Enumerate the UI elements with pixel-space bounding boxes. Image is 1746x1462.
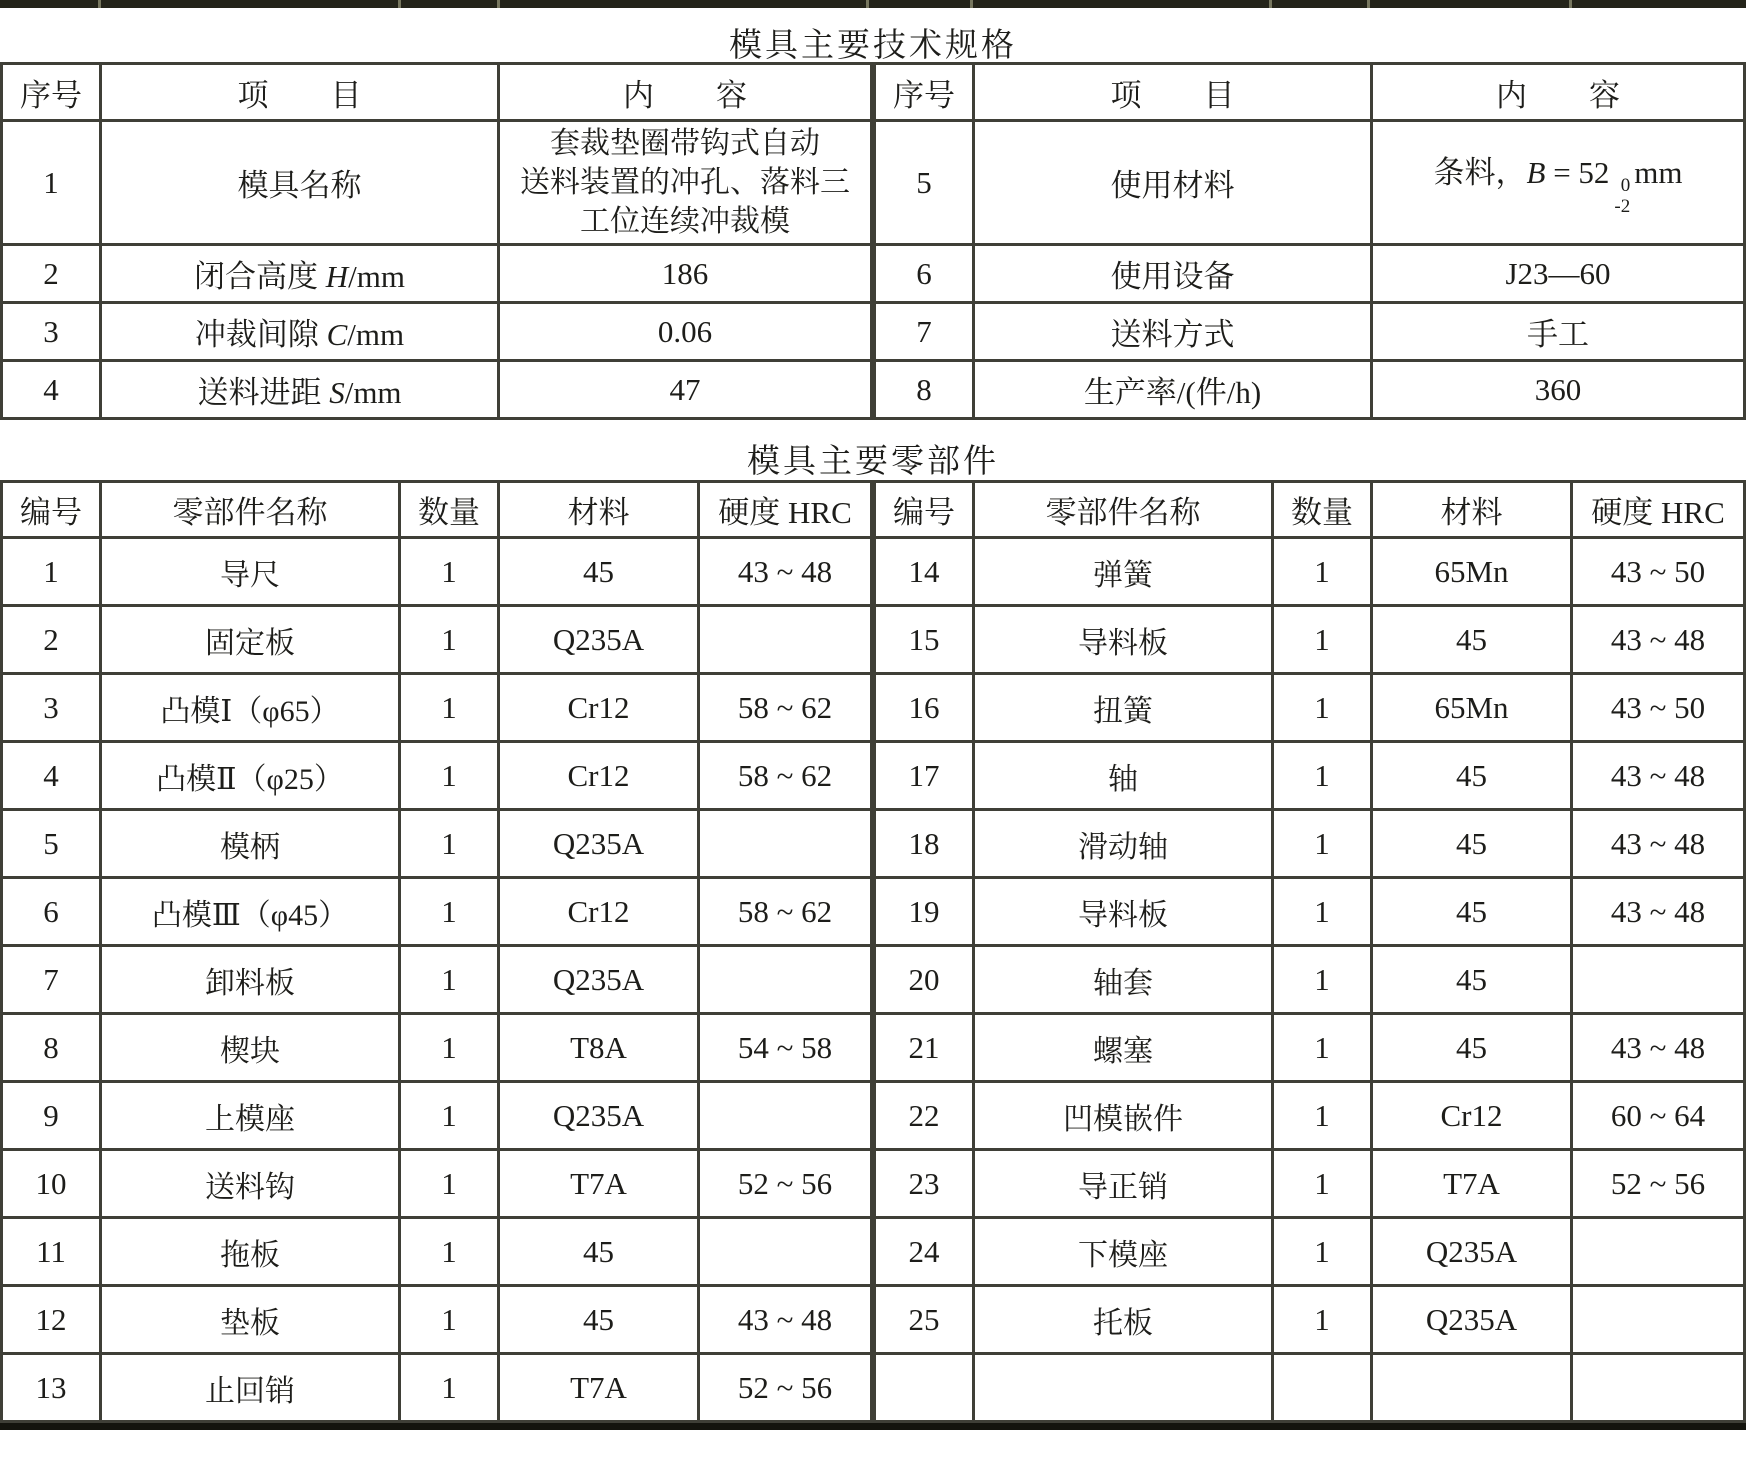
cell-no: 1	[2, 121, 101, 245]
header-material: 材料	[499, 482, 699, 538]
cell-material: Q235A	[499, 606, 699, 674]
table-row	[2, 245, 872, 303]
table-row	[2, 1082, 872, 1150]
spec-table-left	[0, 62, 873, 420]
cell-hardness: 43 ~ 48	[1572, 606, 1745, 674]
cell-hardness: 52 ~ 56	[1572, 1150, 1745, 1218]
table-row	[2, 674, 872, 742]
cell-material: Cr12	[499, 878, 699, 946]
cell-content: 0.06	[499, 303, 872, 361]
cell-no: 8	[875, 361, 974, 419]
cell-content	[1372, 121, 1745, 245]
mold-name-line: 套裁垫圈带钩式自动	[550, 127, 820, 160]
table-row	[2, 361, 872, 419]
item-text: 冲裁间隙	[194, 317, 327, 352]
cell-name: 导料板	[974, 606, 1273, 674]
cell-no: 3	[2, 303, 101, 361]
parts-left-body	[2, 538, 872, 1422]
table-header-row	[875, 64, 1745, 121]
cell-content: 47	[499, 361, 872, 419]
cell-name: 轴套	[974, 946, 1273, 1014]
cell-hardness	[1572, 1354, 1745, 1422]
cell-material: Q235A	[499, 946, 699, 1014]
table-row	[875, 810, 1745, 878]
cell-content: J23—60	[1372, 245, 1745, 303]
cell-no: 6	[875, 245, 974, 303]
header-hardness: 硬度 HRC	[1572, 482, 1745, 538]
header-no: 序号	[2, 64, 101, 121]
material-variable: B	[1526, 155, 1546, 191]
cell-name: 楔块	[101, 1014, 400, 1082]
item-variable: H	[325, 259, 349, 294]
table-row	[875, 1218, 1745, 1286]
cell-qty: 1	[1273, 1014, 1372, 1082]
cell-qty: 1	[400, 538, 499, 606]
cell-item: 使用设备	[974, 245, 1372, 303]
table-row	[2, 742, 872, 810]
cell-hardness	[1572, 1286, 1745, 1354]
cell-qty: 1	[400, 1014, 499, 1082]
cell-material: T8A	[499, 1014, 699, 1082]
cell-name: 螺塞	[974, 1014, 1273, 1082]
cell-hardness	[699, 1218, 872, 1286]
table-row	[2, 810, 872, 878]
bottom-border-bar	[0, 1423, 1746, 1430]
cell-name: 轴	[974, 742, 1273, 810]
mold-name-line: 送料装置的冲孔、落料三	[520, 166, 850, 199]
cell-name: 下模座	[974, 1218, 1273, 1286]
cell-content	[499, 121, 872, 245]
cell-no	[875, 1354, 974, 1422]
table-header-row	[2, 482, 872, 538]
table-row	[2, 946, 872, 1014]
item-unit: /mm	[347, 317, 405, 352]
cell-material: Q235A	[1372, 1218, 1572, 1286]
table-row	[875, 878, 1745, 946]
cell-name: 导尺	[101, 538, 400, 606]
cell-hardness	[699, 810, 872, 878]
top-bar-tick	[1367, 0, 1370, 8]
cell-no: 11	[2, 1218, 101, 1286]
cell-qty: 1	[1273, 1150, 1372, 1218]
table-row	[2, 606, 872, 674]
cell-qty: 1	[1273, 1082, 1372, 1150]
cell-no: 4	[2, 361, 101, 419]
cell-material: 45	[1372, 742, 1572, 810]
cell-qty: 1	[400, 1082, 499, 1150]
cell-item: 送料方式	[974, 303, 1372, 361]
cell-no: 9	[2, 1082, 101, 1150]
cell-name: 卸料板	[101, 946, 400, 1014]
item-text: 闭合高度	[194, 259, 326, 294]
cell-hardness: 43 ~ 48	[1572, 742, 1745, 810]
cell-qty: 1	[400, 742, 499, 810]
table-row	[875, 1014, 1745, 1082]
cell-name: 凹模嵌件	[974, 1082, 1273, 1150]
cell-no: 2	[2, 245, 101, 303]
cell-qty: 1	[1273, 1286, 1372, 1354]
cell-name: 导正销	[974, 1150, 1273, 1218]
cell-no: 17	[875, 742, 974, 810]
table-row	[2, 1218, 872, 1286]
cell-material: Q235A	[499, 810, 699, 878]
cell-name	[974, 1354, 1273, 1422]
top-bar-tick	[866, 0, 869, 8]
item-text: 送料进距	[197, 375, 330, 410]
cell-item	[101, 245, 499, 303]
cell-name: 上模座	[101, 1082, 400, 1150]
cell-hardness: 52 ~ 56	[699, 1150, 872, 1218]
cell-hardness: 43 ~ 48	[699, 1286, 872, 1354]
cell-name: 凸模Ⅰ（φ65）	[101, 674, 400, 742]
item-unit: /mm	[348, 259, 405, 294]
cell-no: 10	[2, 1150, 101, 1218]
table-row	[875, 303, 1745, 361]
cell-qty: 1	[400, 946, 499, 1014]
header-hardness: 硬度 HRC	[699, 482, 872, 538]
table-row	[875, 1354, 1745, 1422]
cell-qty: 1	[400, 606, 499, 674]
cell-material: T7A	[499, 1354, 699, 1422]
parts-tables	[0, 480, 1746, 1423]
item-variable: C	[326, 317, 348, 352]
cell-no: 21	[875, 1014, 974, 1082]
cell-name: 垫板	[101, 1286, 400, 1354]
cell-name: 弹簧	[974, 538, 1273, 606]
item-unit: /mm	[344, 375, 402, 410]
cell-hardness: 43 ~ 48	[1572, 810, 1745, 878]
cell-material: T7A	[1372, 1150, 1572, 1218]
cell-no: 8	[2, 1014, 101, 1082]
table-row	[875, 606, 1745, 674]
cell-no: 13	[2, 1354, 101, 1422]
cell-qty: 1	[400, 878, 499, 946]
cell-name: 止回销	[101, 1354, 400, 1422]
cell-item: 使用材料	[974, 121, 1372, 245]
table-row	[875, 742, 1745, 810]
parts-right-body	[875, 538, 1745, 1422]
cell-qty: 1	[400, 1150, 499, 1218]
top-bar-tick	[98, 0, 101, 8]
cell-no: 20	[875, 946, 974, 1014]
parts-table-right	[873, 480, 1746, 1423]
cell-hardness	[699, 606, 872, 674]
top-bar-tick	[1269, 0, 1272, 8]
cell-hardness: 54 ~ 58	[699, 1014, 872, 1082]
cell-no: 7	[875, 303, 974, 361]
cell-material: 65Mn	[1372, 674, 1572, 742]
cell-no: 3	[2, 674, 101, 742]
cell-qty: 1	[1273, 674, 1372, 742]
cell-name: 送料钩	[101, 1150, 400, 1218]
top-bar-tick	[970, 0, 973, 8]
cell-no: 24	[875, 1218, 974, 1286]
cell-no: 2	[2, 606, 101, 674]
header-no: 编号	[2, 482, 101, 538]
header-name: 零部件名称	[101, 482, 400, 538]
cell-material: 45	[1372, 878, 1572, 946]
header-content: 内 容	[1372, 64, 1745, 121]
top-bar-tick	[398, 0, 401, 8]
cell-no: 15	[875, 606, 974, 674]
cell-qty: 1	[1273, 742, 1372, 810]
cell-no: 16	[875, 674, 974, 742]
table-row	[875, 674, 1745, 742]
cell-material: Cr12	[499, 742, 699, 810]
header-item: 项 目	[101, 64, 499, 121]
cell-qty: 1	[400, 1286, 499, 1354]
cell-no: 5	[2, 810, 101, 878]
cell-qty	[1273, 1354, 1372, 1422]
cell-no: 1	[2, 538, 101, 606]
cell-qty: 1	[1273, 606, 1372, 674]
header-no: 编号	[875, 482, 974, 538]
spec-table-right	[873, 62, 1746, 420]
table-row	[2, 538, 872, 606]
cell-content: 360	[1372, 361, 1745, 419]
top-bar-tick	[1569, 0, 1572, 8]
cell-material: 45	[499, 1286, 699, 1354]
cell-name: 扭簧	[974, 674, 1273, 742]
header-item: 项 目	[974, 64, 1372, 121]
table-row	[2, 1354, 872, 1422]
cell-qty: 1	[1273, 946, 1372, 1014]
cell-hardness: 43 ~ 50	[1572, 538, 1745, 606]
cell-no: 4	[2, 742, 101, 810]
cell-material: T7A	[499, 1150, 699, 1218]
cell-material: Cr12	[1372, 1082, 1572, 1150]
cell-name: 凸模Ⅱ（φ25）	[101, 742, 400, 810]
cell-name: 拖板	[101, 1218, 400, 1286]
table-row	[2, 878, 872, 946]
cell-hardness: 43 ~ 48	[699, 538, 872, 606]
cell-no: 14	[875, 538, 974, 606]
cell-material: Cr12	[499, 674, 699, 742]
cell-hardness	[699, 946, 872, 1014]
cell-material: 45	[1372, 946, 1572, 1014]
cell-hardness	[1572, 946, 1745, 1014]
tolerance-lower: -2	[1614, 196, 1631, 217]
table-row	[875, 121, 1745, 245]
spec-section-title: 模具主要技术规格	[729, 28, 1017, 64]
table-row	[2, 303, 872, 361]
cell-material: Q235A	[1372, 1286, 1572, 1354]
parts-section-title: 模具主要零部件	[747, 444, 999, 480]
cell-content: 手工	[1372, 303, 1745, 361]
header-content: 内 容	[499, 64, 872, 121]
cell-no: 7	[2, 946, 101, 1014]
top-remnant-bar	[0, 0, 1746, 8]
material-text: 条料，	[1433, 155, 1527, 191]
cell-content: 186	[499, 245, 872, 303]
cell-qty: 1	[1273, 538, 1372, 606]
cell-item	[101, 303, 499, 361]
table-row	[2, 1150, 872, 1218]
cell-no: 6	[2, 878, 101, 946]
cell-material: 45	[1372, 1014, 1572, 1082]
cell-material: 45	[1372, 606, 1572, 674]
cell-qty: 1	[1273, 1218, 1372, 1286]
parts-table-left	[0, 480, 873, 1423]
cell-hardness: 43 ~ 48	[1572, 1014, 1745, 1082]
table-row	[875, 946, 1745, 1014]
cell-qty: 1	[400, 674, 499, 742]
cell-hardness: 58 ~ 62	[699, 878, 872, 946]
cell-material: Q235A	[499, 1082, 699, 1150]
header-no: 序号	[875, 64, 974, 121]
header-name: 零部件名称	[974, 482, 1273, 538]
cell-hardness: 43 ~ 50	[1572, 674, 1745, 742]
header-qty: 数量	[1273, 482, 1372, 538]
cell-name: 固定板	[101, 606, 400, 674]
cell-no: 25	[875, 1286, 974, 1354]
table-header-row	[875, 482, 1745, 538]
top-bar-tick	[497, 0, 500, 8]
cell-material: 45	[499, 1218, 699, 1286]
cell-no: 18	[875, 810, 974, 878]
tolerance-stack	[1614, 176, 1630, 218]
cell-hardness: 58 ~ 62	[699, 674, 872, 742]
cell-hardness	[699, 1082, 872, 1150]
table-row	[875, 1150, 1745, 1218]
spec-tables	[0, 62, 1746, 420]
table-row	[875, 1082, 1745, 1150]
tolerance-upper: 0	[1620, 175, 1631, 197]
cell-item	[101, 361, 499, 419]
cell-no: 19	[875, 878, 974, 946]
cell-no: 23	[875, 1150, 974, 1218]
cell-qty: 1	[400, 810, 499, 878]
cell-material	[1372, 1354, 1572, 1422]
mold-name-line: 工位连续冲裁模	[580, 205, 790, 238]
cell-name: 托板	[974, 1286, 1273, 1354]
table-row	[2, 1286, 872, 1354]
cell-material: 45	[1372, 810, 1572, 878]
cell-qty: 1	[400, 1218, 499, 1286]
cell-item: 模具名称	[101, 121, 499, 245]
material-unit: mm	[1634, 155, 1683, 191]
cell-name: 导料板	[974, 878, 1273, 946]
cell-name: 凸模Ⅲ（φ45）	[101, 878, 400, 946]
table-row	[2, 1014, 872, 1082]
table-row	[875, 1286, 1745, 1354]
cell-hardness: 43 ~ 48	[1572, 878, 1745, 946]
cell-no: 5	[875, 121, 974, 245]
cell-material: 65Mn	[1372, 538, 1572, 606]
cell-material: 45	[499, 538, 699, 606]
cell-no: 22	[875, 1082, 974, 1150]
cell-item: 生产率/(件/h)	[974, 361, 1372, 419]
cell-name: 滑动轴	[974, 810, 1273, 878]
table-header-row	[2, 64, 872, 121]
cell-hardness: 52 ~ 56	[699, 1354, 872, 1422]
table-row	[2, 121, 872, 245]
cell-qty: 1	[1273, 810, 1372, 878]
cell-hardness: 58 ~ 62	[699, 742, 872, 810]
cell-hardness	[1572, 1218, 1745, 1286]
cell-hardness: 60 ~ 64	[1572, 1082, 1745, 1150]
header-material: 材料	[1372, 482, 1572, 538]
cell-no: 12	[2, 1286, 101, 1354]
table-row	[875, 538, 1745, 606]
header-qty: 数量	[400, 482, 499, 538]
table-row	[875, 245, 1745, 303]
item-variable: S	[329, 375, 345, 410]
material-equation: = 52	[1545, 155, 1610, 191]
cell-qty: 1	[1273, 878, 1372, 946]
cell-name: 模柄	[101, 810, 400, 878]
cell-qty: 1	[400, 1354, 499, 1422]
table-row	[875, 361, 1745, 419]
